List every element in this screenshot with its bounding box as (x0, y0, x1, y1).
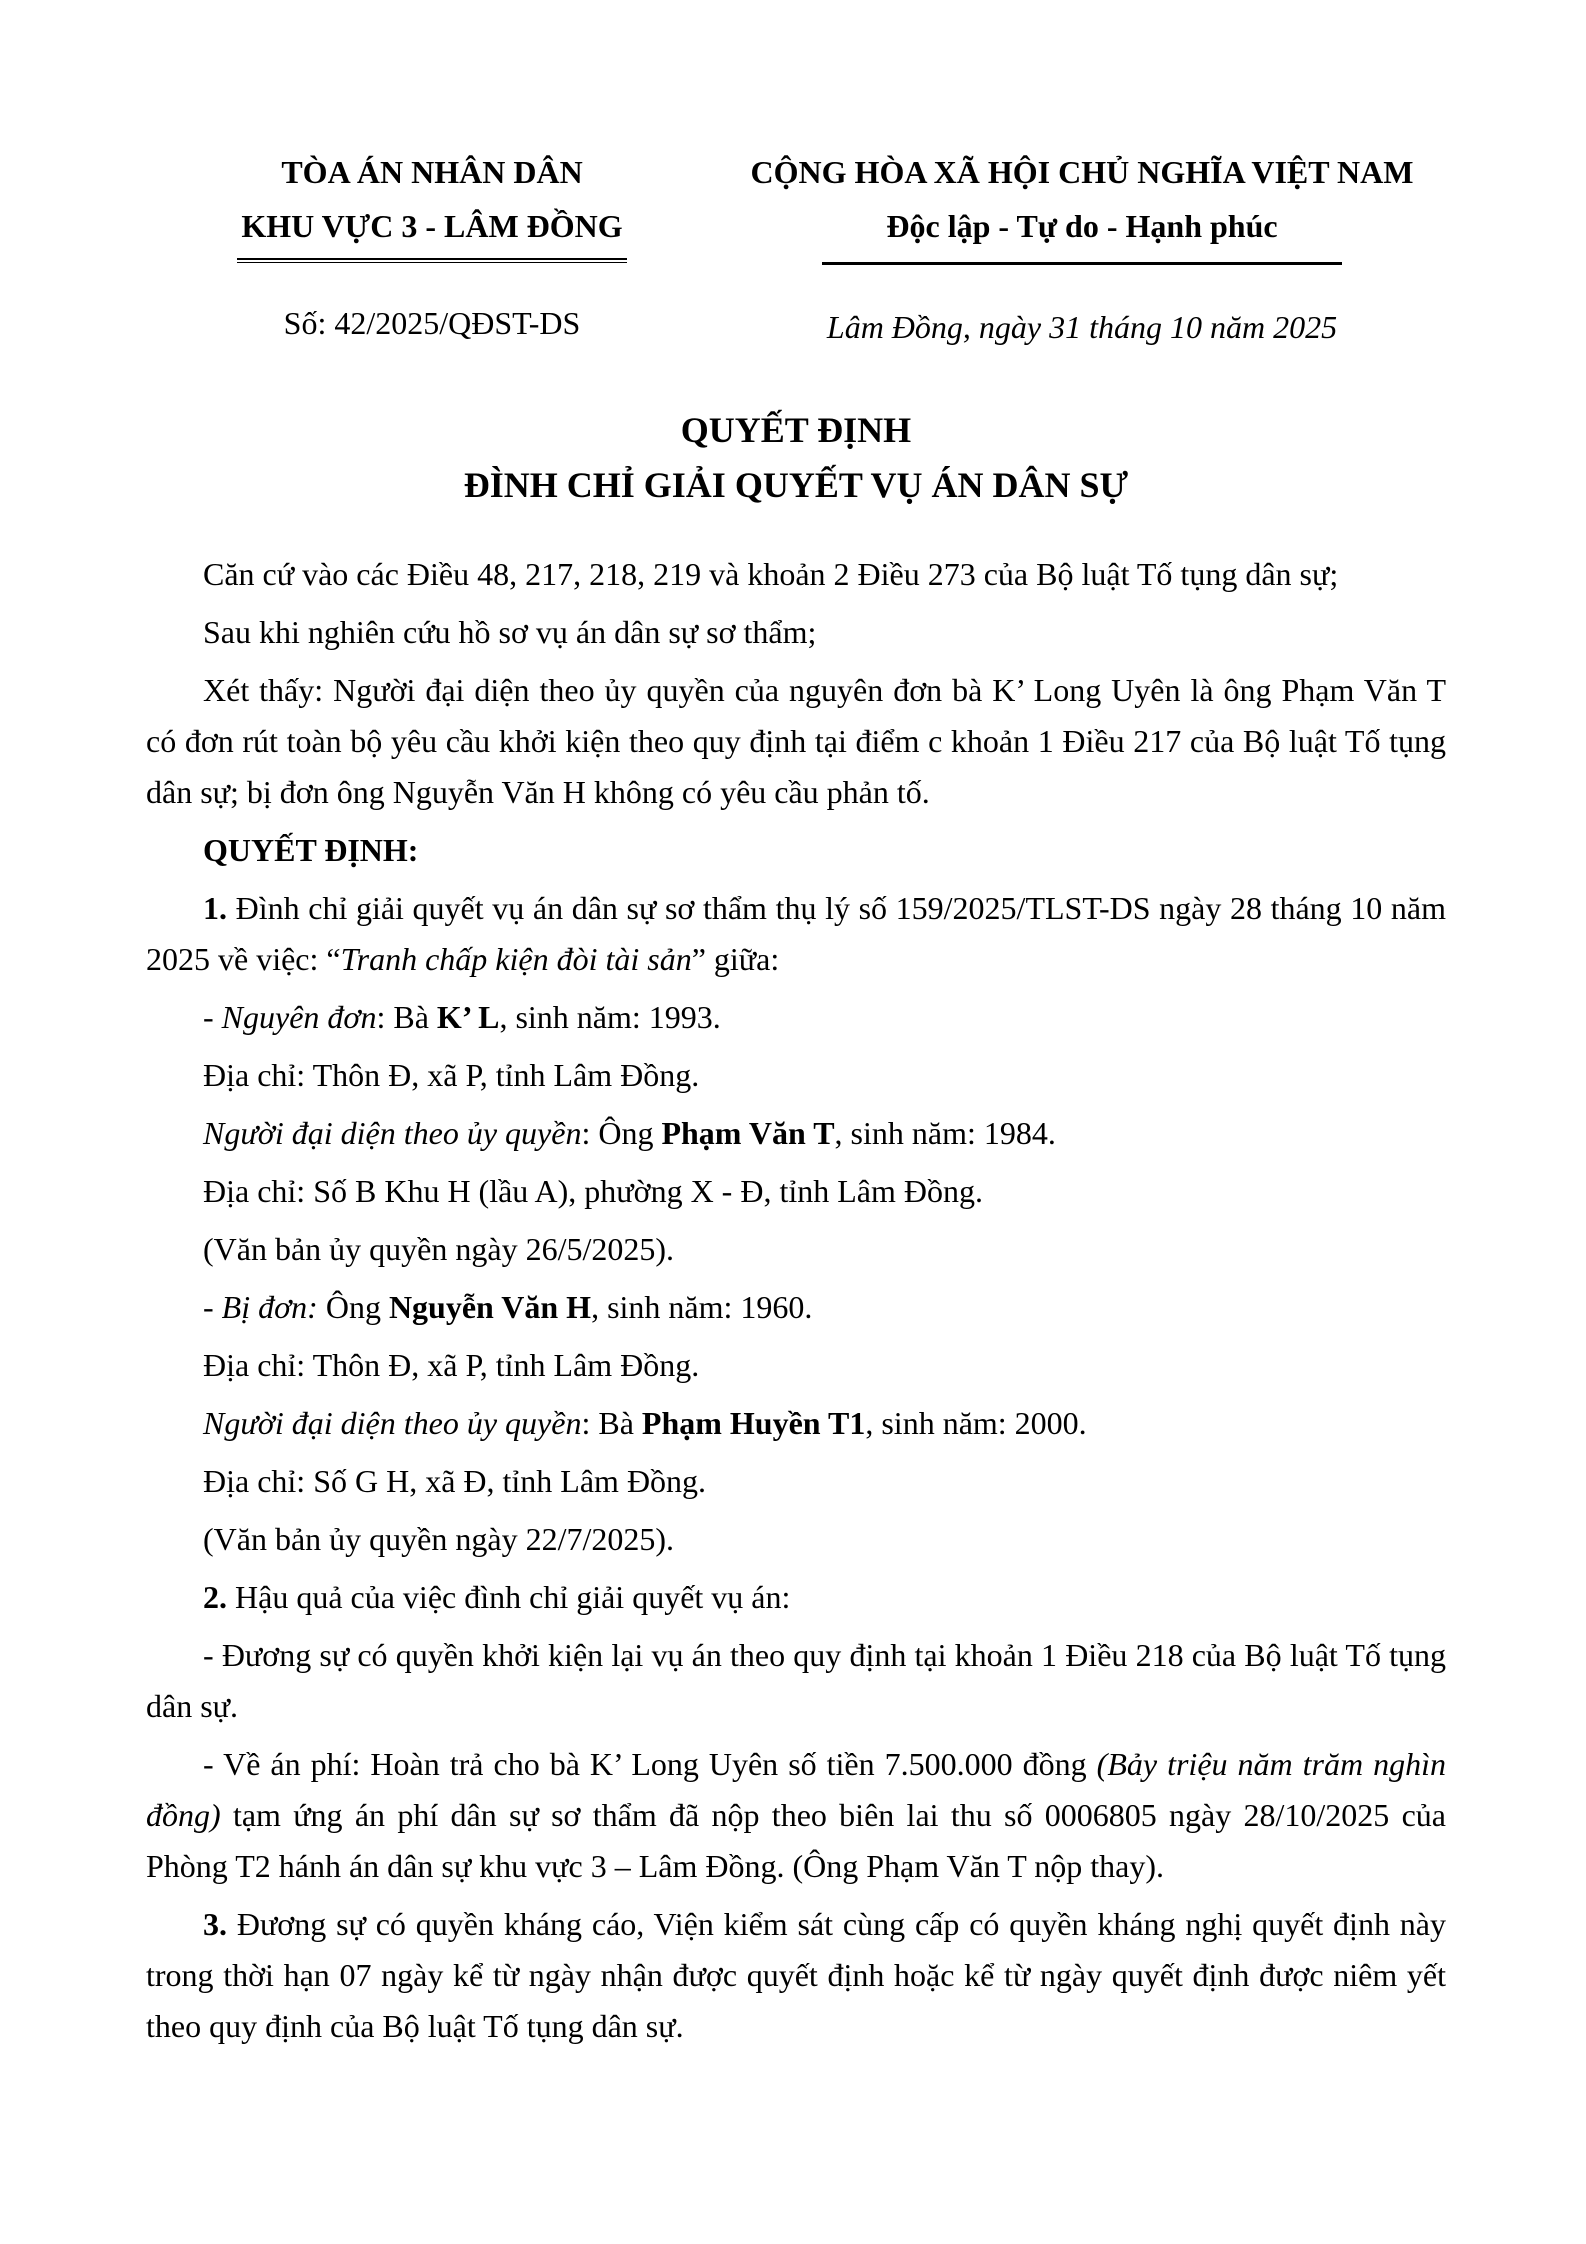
court-fee-paragraph: - Về án phí: Hoàn trả cho bà K’ Long Uyên số tiền 7.500.000 đồng (Bảy triệu năm trăm nghìn đồng) tạm ứng án phí dân sự sơ thẩm đã nộp theo biên lai thu số 0006805 ngày 28/10/2025 của Phòng T2 hánh án dân sự khu vực 3 – Lâm Đồng. (Ông Phạm Văn T nộp thay). (146, 1746, 1447, 1884)
defendant-representative-address-line: Địa chỉ: Số G H, xã Đ, tỉnh Lâm Đồng. (203, 1463, 707, 1499)
national-title-line: CỘNG HÒA XÃ HỘI CHỦ NGHĨA VIỆT NAM (750, 154, 1414, 190)
refiling-right-line: - Đương sự có quyền khởi kiện lại vụ án theo quy định tại khoản 1 Điều 218 của Bộ luật Tố tụng dân sự. (146, 1637, 1446, 1724)
legal-basis-paragraph: Căn cứ vào các Điều 48, 217, 218, 219 và khoản 2 Điều 273 của Bộ luật Tố tụng dân sự; (203, 556, 1339, 592)
document-number: Số: 42/2025/QĐST-DS (283, 305, 581, 341)
review-paragraph: Sau khi nghiên cứu hồ sơ vụ án dân sự sơ thẩm; (203, 614, 817, 650)
title-line-2: ĐÌNH CHỈ GIẢI QUYẾT VỤ ÁN DÂN SỰ (463, 465, 1129, 505)
decision-item-1: 1. Đình chỉ giải quyết vụ án dân sự sơ thẩm thụ lý số 159/2025/TLST-DS ngày 28 tháng 10 năm 2025 về việc: “Tranh chấp kiện đòi tài sản” giữa: (146, 890, 1446, 977)
plaintiff-line: - Nguyên đơn: Bà K’ L, sinh năm: 1993. (203, 999, 721, 1035)
court-name-line2: KHU VỰC 3 - LÂM ĐỒNG (241, 208, 623, 244)
defendant-representative-line: Người đại diện theo ủy quyền: Bà Phạm Huyền T1, sinh năm: 2000. (203, 1405, 1087, 1441)
document-title (146, 403, 1446, 513)
document-body (146, 549, 1446, 2052)
findings-paragraph: Xét thấy: Người đại diện theo ủy quyền của nguyên đơn bà K’ Long Uyên là ông Phạm Văn T có đơn rút toàn bộ yêu cầu khởi kiện theo quy định tại điểm c khoản 1 Điều 217 của Bộ luật Tố tụng dân sự; bị đơn ông Nguyễn Văn H không có yêu cầu phản tố. (146, 672, 1446, 810)
court-header-block (146, 146, 718, 349)
plaintiff-representative-address-line: Địa chỉ: Số B Khu H (lầu A), phường X - Đ, tỉnh Lâm Đồng. (203, 1173, 983, 1209)
decision-item-3: 3. Đương sự có quyền kháng cáo, Viện kiểm sát cùng cấp có quyền kháng nghị quyết định này trong thời hạn 07 ngày kể từ ngày nhận được quyết định hoặc kể từ ngày quyết định được niêm yết theo quy định của Bộ luật Tố tụng dân sự. (146, 1906, 1446, 2044)
court-name-line1: TÒA ÁN NHÂN DÂN (281, 154, 583, 190)
defendant-address-line: Địa chỉ: Thôn Đ, xã P, tỉnh Lâm Đồng. (203, 1347, 700, 1383)
decision-item-2: 2. Hậu quả của việc đình chỉ giải quyết vụ án: (203, 1579, 791, 1615)
motto-line: Độc lập - Tự do - Hạnh phúc (886, 208, 1278, 244)
date-place-line: Lâm Đồng, ngày 31 tháng 10 năm 2025 (826, 309, 1338, 345)
authorization-note-1: (Văn bản ủy quyền ngày 26/5/2025). (203, 1231, 675, 1267)
document-header (146, 146, 1446, 349)
national-motto-block (718, 146, 1446, 349)
plaintiff-representative-line: Người đại diện theo ủy quyền: Ông Phạm Văn T, sinh năm: 1984. (203, 1115, 1056, 1151)
title-line-1: QUYẾT ĐỊNH (680, 410, 912, 450)
motto-rule (822, 262, 1342, 265)
plaintiff-address-line: Địa chỉ: Thôn Đ, xã P, tỉnh Lâm Đồng. (203, 1057, 700, 1093)
defendant-line: - Bị đơn: Ông Nguyễn Văn H, sinh năm: 1960. (203, 1289, 813, 1325)
decision-section-heading: QUYẾT ĐỊNH: (203, 832, 419, 868)
court-header-rule (237, 258, 627, 263)
authorization-note-2: (Văn bản ủy quyền ngày 22/7/2025). (203, 1521, 675, 1557)
